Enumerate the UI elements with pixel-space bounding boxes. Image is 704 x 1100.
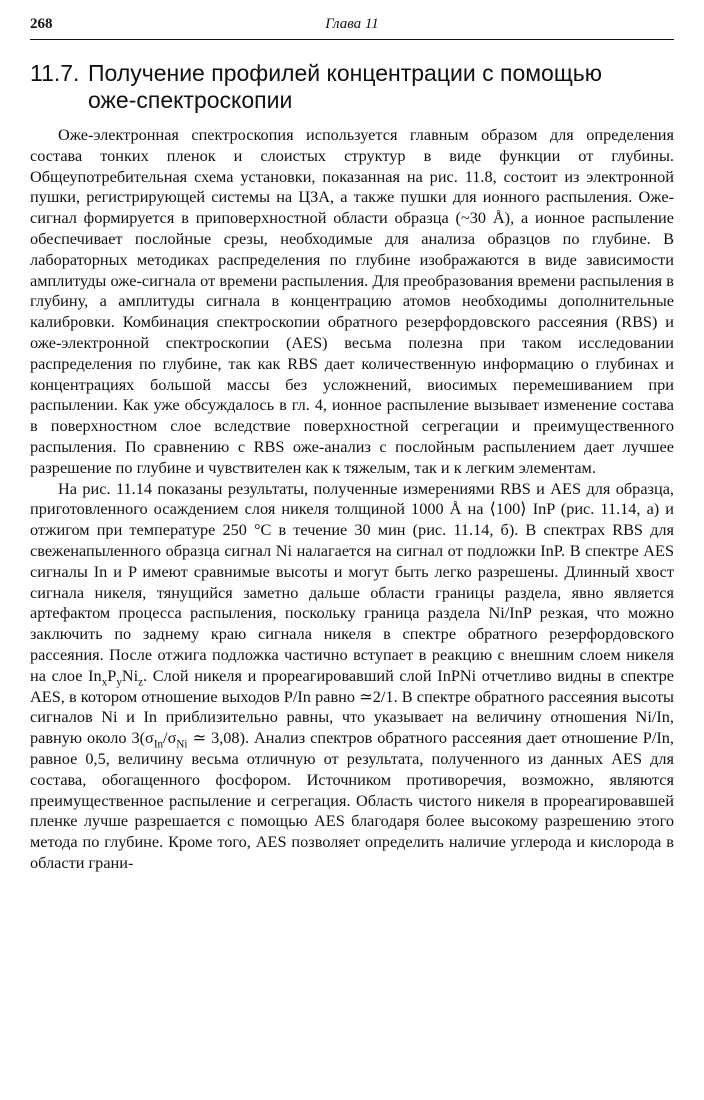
section-heading — [30, 60, 674, 114]
formula-in: In — [88, 665, 102, 685]
formula-ni: Ni — [121, 665, 139, 685]
paragraph-2-part-c: /σ — [163, 728, 177, 748]
body-text — [30, 125, 674, 874]
formula-z-sub: z — [138, 675, 144, 688]
paragraph-2 — [30, 479, 674, 874]
formula-inpni — [88, 665, 144, 688]
formula-y-sub: y — [116, 675, 122, 688]
running-head — [30, 16, 674, 38]
sigma-ni-sub: Ni — [176, 738, 188, 751]
section-number: 11.7. — [30, 60, 80, 86]
chapter-title: Глава 11 — [325, 16, 379, 32]
paragraph-2-part-d: ≃ 3,08). Анализ спектров обратного рассеяния дает отношение P/In, равное 0,5, величину весьма отличную от результата, полученного из данных AES для состава, обогащенного фосфором. Источником противоречия, возможно, являются преимущественное распыление и сегрегация. Область чистого никеля в прореагировавшей пленке лучше разрешается с помощью AES благодаря более высокому разрешению этого метода по глубине. Кроме того, AES позволяет определить наличие углерода и кислорода в области грани- — [30, 728, 674, 872]
formula-x-sub: x — [101, 675, 108, 688]
paragraph-2-part-b: . Слой никеля и прореагировавший слой InPNi отчетливо видны в спектре AES, в котором отношение выходов P/In равно ≃2/1. В спектре обратного рассеяния высоты сигналов Ni и In приблизительно равны, что указывает на величину отношения Ni/In, равную около 3(σ — [30, 665, 674, 748]
section-title-line1: Получение профилей концентрации с помощью — [88, 60, 602, 86]
header-rule — [30, 39, 674, 40]
paragraph-1: Оже-электронная спектроскопия используется главным образом для определения состава тонких пленок и слоистых структур в виде функции от глубины. Общеупотребительная схема установки, показанная на рис. 11.8, состоит из электронной пушки, регистрирующей системы на ЦЗА, а также пушки для ионного распыления. Оже-сигнал формируется в приповерхностной области образца (~30 Å), а ионное распыление обеспечивает послойные срезы, необходимые для анализа образцов по глубине. В лабораторных методиках распределения по глубине изображаются в виде зависимости амплитуды оже-сигнала от времени распыления. Для преобразования времени распыления в глубину, а амплитуды сигнала в концентрацию атомов необходимы дополнительные калибровки. Комбинация спектроскопии обратного резерфордовского рассеяния (RBS) и оже-электронной спектроскопии (AES) весьма полезна при таком исследовании распределения по глубине, так как RBS дает количественную информацию о глубинах и концентрациях большой массы без усложнений, виосимых перемешиванием при распылении. Как уже обсуждалось в гл. 4, ионное распыление вызывает изменение состава в поверхностном слое вследствие поверхностной сегрегации и преимущественного распыления. По сравнению с RBS оже-анализ с послойным распылением дает лучшее разрешение по глубине и чувствителен как к тяжелым, так и к легким элементам. — [30, 125, 674, 477]
page-number: 268 — [30, 16, 53, 32]
section-title-line2: оже-спектроскопии — [88, 87, 293, 113]
formula-p: P — [107, 665, 117, 685]
paragraph-2-part-a: На рис. 11.14 показаны результаты, полученные измерениями RBS и AES для образца, приготовленного осаждением слоя никеля толщиной 1000 Å на ⟨100⟩ InP (рис. 11.14, а) и отжигом при температуре 250 °С в течение 30 мин (рис. 11.14, б). В спектрах RBS для свеженапыленного образца сигнал Ni налагается на сигнал от подложки InP. В спектре AES сигналы In и P имеют сравнимые высоты и могут быть легко разрешены. Длинный хвост сигнала никеля, тянущийся заметно дальше области границы раздела, явно является артефактом процесса распыления, поскольку граница раздела Ni/InP резкая, что можно заключить по заднему краю сигнала никеля в спектре обратного резерфордовского рассеяния. После отжига подложка частично вступает в реакцию с внешним слоем никеля на слое — [30, 478, 674, 685]
sigma-in-sub: In — [153, 738, 164, 751]
